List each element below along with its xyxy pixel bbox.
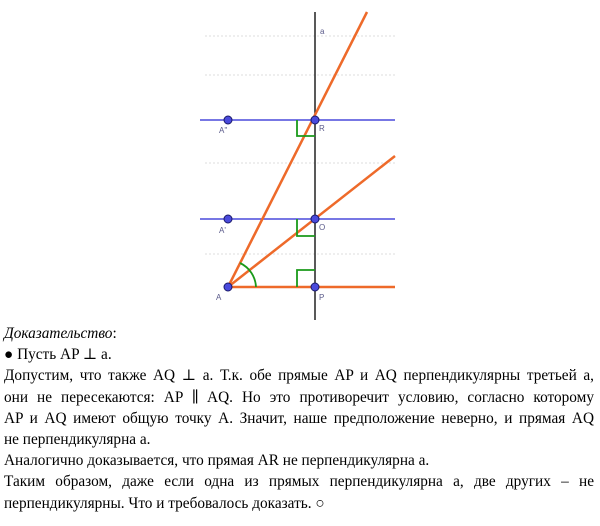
proof-paragraph-1-line-2: они не пересекаются: AP ∥ AQ. Но это противоречит условию, согласно которому bbox=[4, 388, 594, 406]
proof-paragraph-1-line-1: Допустим, что также AQ ⊥ a. Т.к. обе прямые AP и AQ перпендикулярны третьей a, bbox=[4, 367, 594, 385]
label-o: O bbox=[319, 223, 326, 232]
line-ar bbox=[228, 12, 367, 287]
label-a-prime: A' bbox=[219, 226, 226, 235]
proof-paragraph-1-line-4: не перпендикулярна a. bbox=[4, 431, 151, 449]
proof-paragraph-2: Аналогично доказывается, что прямая AR не перпендикулярна a. bbox=[4, 452, 430, 470]
proof-case-line: ● Пусть AP ⊥ a. bbox=[4, 346, 112, 364]
label-a-point: A bbox=[216, 293, 222, 302]
label-r: R bbox=[319, 124, 325, 133]
proof-heading: Доказательство: bbox=[4, 325, 117, 342]
label-a: a bbox=[320, 27, 325, 36]
proof-paragraph-1-line-3: AP и AQ имеют общую точку A. Значит, наше предположение неверно, и прямая AQ bbox=[4, 409, 594, 427]
proof-paragraph-3-line-2: перпендикулярны. Что и требовалось доказать. ○ bbox=[4, 494, 325, 512]
label-a-double: A'' bbox=[219, 126, 228, 135]
label-p: P bbox=[319, 293, 325, 302]
proof-paragraph-3-line-1: Таким образом, даже если одна из прямых перпендикулярна a, две других – не bbox=[4, 473, 594, 491]
proof-text bbox=[4, 323, 594, 514]
